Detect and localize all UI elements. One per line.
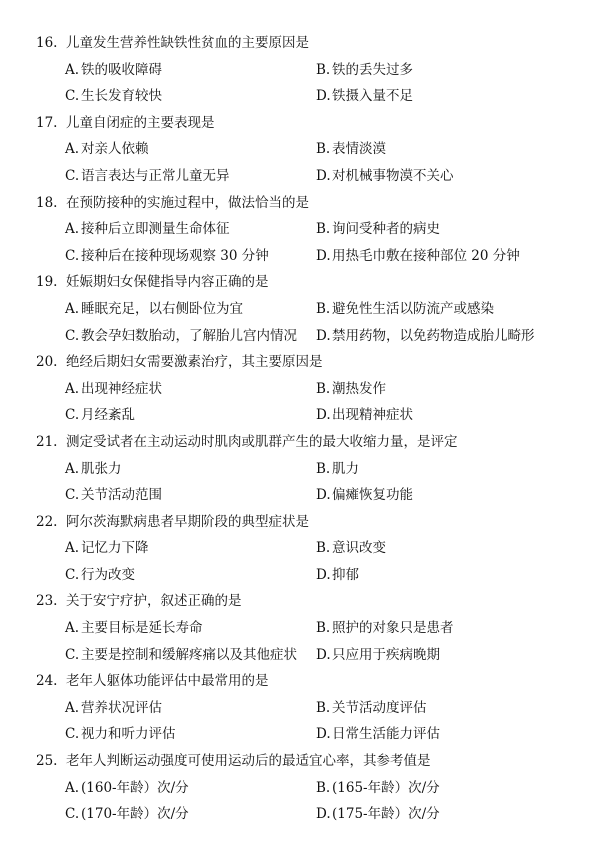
option-text: (175-年龄）次/分 [332,806,440,823]
exam-page [0,30,595,828]
option-letter: C. [65,646,80,663]
question-block [0,349,595,429]
option-row [0,562,595,589]
option-text: 接种后立即测量生命体征 [81,221,230,238]
option-text: (170-年龄）次/分 [81,806,189,823]
option-text: 睡眠充足，以右侧卧位为宜 [81,300,243,317]
question-stem [0,668,595,695]
option-letter: D. [316,88,331,105]
option-letter: C. [65,407,80,424]
question-text: 妊娠期妇女保健指导内容正确的是 [66,274,269,291]
option-text: (160-年龄）次/分 [81,779,189,796]
option-item [316,482,413,509]
option-text: 接种后在接种现场观察 30 分钟 [81,247,269,264]
option-text: 肌力 [332,460,359,477]
option-item [65,535,149,562]
question-text: 老年人判断运动强度可使用运动后的最适宜心率，其参考值是 [66,753,431,770]
question-number: 17. [36,114,58,131]
option-row [0,296,595,323]
question-block [0,269,595,349]
option-text: 禁用药物，以免药物造成胎儿畸形 [332,327,535,344]
option-item [65,615,203,642]
option-letter: B. [316,460,331,477]
option-letter: A. [65,460,80,477]
question-block [0,30,595,110]
option-letter: B. [316,620,331,637]
option-item [65,243,269,270]
question-text: 儿童自闭症的主要表现是 [66,114,215,131]
question-stem [0,588,595,615]
option-item [65,721,176,748]
question-text: 儿童发生营养性缺铁性贫血的主要原因是 [66,35,309,51]
option-item [316,456,359,483]
option-item [65,83,162,110]
option-row [0,216,595,243]
option-item [316,721,440,748]
option-text: 记忆力下降 [81,540,149,557]
option-text: 对机械事物漠不关心 [332,167,454,184]
option-item [65,323,297,350]
question-block [0,668,595,748]
option-text: 潮热发作 [332,380,386,397]
option-letter: B. [316,61,331,78]
option-letter: C. [65,566,80,583]
option-letter: C. [65,487,80,504]
option-item [65,695,162,722]
option-letter: D. [316,487,331,504]
option-row [0,535,595,562]
option-row [0,695,595,722]
option-letter: B. [316,540,331,557]
option-letter: A. [65,540,80,557]
option-text: 出现神经症状 [81,380,162,397]
question-stem [0,190,595,217]
option-text: 行为改变 [81,566,135,583]
question-block [0,190,595,270]
option-item [316,136,386,163]
question-stem [0,110,595,137]
option-row [0,456,595,483]
question-block [0,110,595,190]
option-row [0,801,595,828]
option-letter: A. [65,620,80,637]
question-text: 绝经后期妇女需要激素治疗，其主要原因是 [66,354,323,371]
option-row [0,243,595,270]
option-text: (165-年龄）次/分 [332,779,440,796]
option-item [316,216,440,243]
question-stem [0,269,595,296]
question-number: 21. [36,433,58,450]
option-letter: A. [65,779,80,796]
option-letter: D. [316,646,331,663]
option-row [0,376,595,403]
option-text: 教会孕妇数胎动，了解胎儿宫内情况 [81,327,297,344]
option-text: 对亲人依赖 [81,141,149,158]
option-letter: C. [65,88,80,105]
question-stem [0,30,595,57]
question-number: 20. [36,354,58,371]
option-item [65,136,149,163]
option-item [316,535,386,562]
option-text: 铁的吸收障碍 [81,61,162,78]
option-letter: D. [316,407,331,424]
option-text: 语言表达与正常儿童无异 [81,167,230,184]
question-text: 测定受试者在主动运动时肌肉或肌群产生的最大收缩力量，是评定 [66,433,458,450]
option-text: 出现精神症状 [332,407,413,424]
option-text: 月经紊乱 [81,407,135,424]
option-text: 照护的对象只是患者 [332,620,454,637]
option-item [316,562,359,589]
option-text: 询问受种者的病史 [332,221,440,238]
option-letter: A. [65,141,80,158]
question-number: 19. [36,274,58,291]
option-row [0,642,595,669]
option-text: 铁摄入量不足 [332,88,413,105]
option-item [65,562,135,589]
question-number: 16. [36,35,58,51]
option-letter: C. [65,726,80,743]
option-item [316,376,386,403]
option-item [65,775,189,802]
option-item [316,695,427,722]
option-item [316,775,440,802]
option-item [316,801,440,828]
question-stem [0,748,595,775]
question-text: 关于安宁疗护，叙述正确的是 [66,593,242,610]
option-text: 用热毛巾敷在接种部位 20 分钟 [332,247,520,264]
option-row [0,402,595,429]
option-item [316,243,520,270]
option-letter: C. [65,327,80,344]
option-item [316,83,413,110]
option-item [316,57,413,84]
option-row [0,615,595,642]
option-text: 抑郁 [332,566,359,583]
question-block [0,748,595,828]
option-text: 主要是控制和缓解疼痛以及其他症状 [81,646,297,663]
option-item [65,376,162,403]
question-stem [0,429,595,456]
option-letter: C. [65,247,80,264]
option-row [0,163,595,190]
question-number: 24. [36,673,58,690]
option-letter: A. [65,221,80,238]
option-row [0,775,595,802]
option-letter: B. [316,779,331,796]
option-text: 避免性生活以防流产或感染 [332,300,494,317]
question-number: 23. [36,593,58,610]
option-text: 表情淡漠 [332,141,386,158]
option-row [0,83,595,110]
option-item [65,456,122,483]
option-item [65,216,230,243]
question-stem [0,509,595,536]
option-letter: A. [65,61,80,78]
option-item [316,163,454,190]
option-letter: C. [65,167,80,184]
option-text: 关节活动范围 [81,487,162,504]
option-text: 生长发育较快 [81,88,162,105]
option-letter: B. [316,300,331,317]
option-item [316,323,535,350]
option-letter: C. [65,806,80,823]
option-text: 关节活动度评估 [332,699,427,716]
option-row [0,323,595,350]
option-letter: D. [316,726,331,743]
option-text: 主要目标是延长寿命 [81,620,203,637]
question-block [0,588,595,668]
question-number: 18. [36,194,58,211]
option-letter: B. [316,699,331,716]
question-stem [0,349,595,376]
option-text: 意识改变 [332,540,386,557]
option-letter: B. [316,141,331,158]
question-text: 在预防接种的实施过程中，做法恰当的是 [66,194,309,211]
option-text: 只应用于疾病晚期 [332,646,440,663]
option-item [65,402,135,429]
option-letter: A. [65,380,80,397]
option-text: 营养状况评估 [81,699,162,716]
option-letter: B. [316,380,331,397]
option-item [316,615,454,642]
question-block [0,509,595,589]
option-text: 日常生活能力评估 [332,726,440,743]
option-letter: D. [316,327,331,344]
option-letter: D. [316,566,331,583]
option-text: 视力和听力评估 [81,726,176,743]
option-item [65,482,162,509]
option-row [0,136,595,163]
option-text: 肌张力 [81,460,122,477]
option-item [316,642,440,669]
option-letter: D. [316,806,331,823]
option-letter: A. [65,699,80,716]
option-item [316,402,413,429]
option-item [65,163,230,190]
option-text: 偏瘫恢复功能 [332,487,413,504]
question-text: 阿尔茨海默病患者早期阶段的典型症状是 [66,513,309,530]
question-block [0,429,595,509]
option-letter: A. [65,300,80,317]
option-item [316,296,494,323]
question-number: 22. [36,513,58,530]
option-text: 铁的丢失过多 [332,61,413,78]
question-number: 25. [36,753,58,770]
question-text: 老年人躯体功能评估中最常用的是 [66,673,269,690]
option-item [65,296,243,323]
option-letter: D. [316,167,331,184]
option-letter: D. [316,247,331,264]
option-item [65,801,189,828]
option-row [0,482,595,509]
option-item [65,642,297,669]
option-row [0,57,595,84]
option-row [0,721,595,748]
option-letter: B. [316,221,331,238]
option-item [65,57,162,84]
